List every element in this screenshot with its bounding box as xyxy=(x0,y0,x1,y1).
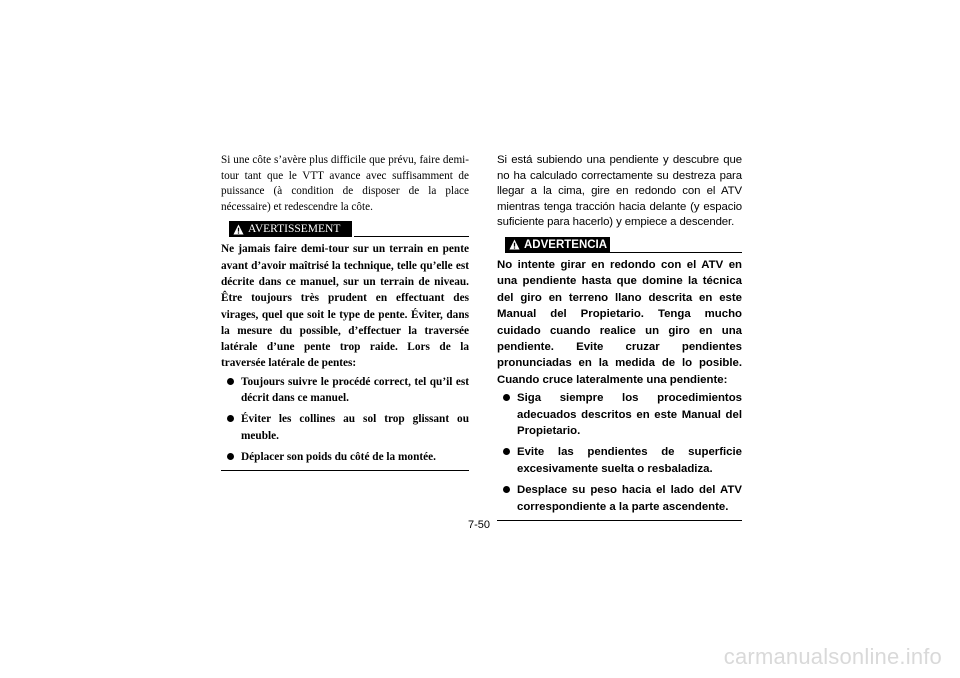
bullet-dot-icon xyxy=(503,394,510,401)
list-item: Desplace su peso hacia el lado del ATV correspondiente a la parte ascendente. xyxy=(497,482,742,515)
spanish-column xyxy=(497,153,742,521)
warning-triangle-icon xyxy=(509,239,520,250)
spanish-intro-paragraph: Si está subiendo una pendiente y descubre que no ha calculado correctamente su destreza para llegar a la cima, gire en redondo con el ATV mientras tenga tracción hacia delante (y espacio suficiente para hacerlo) y empiece a descender. xyxy=(497,154,742,229)
french-warning-end-rule xyxy=(221,470,469,471)
page-number: 7-50 xyxy=(468,519,491,531)
list-item: Déplacer son poids du côté de la montée. xyxy=(221,449,469,465)
french-bullet-list xyxy=(221,374,469,465)
bullet-dot-icon xyxy=(503,486,510,493)
spanish-bullet-list xyxy=(497,390,742,515)
spanish-warning-rule xyxy=(609,252,742,253)
french-warning-header xyxy=(221,221,469,237)
warning-triangle-icon xyxy=(233,224,244,235)
spanish-warning-label: ADVERTENCIA xyxy=(524,238,608,251)
watermark: carmanualsonline.info xyxy=(723,644,942,669)
bullet-dot-icon xyxy=(227,378,234,385)
spanish-warning-text: No intente girar en redondo con el ATV en una pendiente hasta que domine la técnica del giro en terreno llano descrita en este Manual del Propietario. Tenga mucho cuidado cuando realice un giro en una pendiente. Evite cruzar pendientes pronunciadas en la medida de lo posible. Cuando cruce lateralmente una pendiente: xyxy=(497,258,742,386)
spanish-warning-badge xyxy=(505,237,610,253)
french-warning-rule xyxy=(354,236,469,237)
spanish-warning-header xyxy=(497,237,742,253)
french-warning-label: AVERTISSEMENT xyxy=(248,223,341,236)
bullet-dot-icon xyxy=(227,415,234,422)
french-column xyxy=(221,153,469,471)
french-intro-paragraph: Si une côte s’avère plus difficile que prévu, faire demi-tour tant que le VTT avance avec suffisamment de puissance (à condition de disposer de la place nécessaire) et redescendre la côte. xyxy=(221,154,469,213)
french-warning-text: Ne jamais faire demi-tour sur un terrain en pente avant d’avoir maîtrisé la technique, telle qu’elle est décrite dans ce manuel, sur un terrain de niveau. Être toujours très prudent en effectuant des virages, quel que soit le type de pente. Éviter, dans la mesure du possible, d’effectuer la traversée latérale d’une pente trop raide. Lors de la traversée latérale de pentes: xyxy=(221,243,469,370)
list-item: Evite las pendientes de superficie excesivamente suelta o resbaladiza. xyxy=(497,444,742,477)
list-item: Toujours suivre le procédé correct, tel qu’il est décrit dans ce manuel. xyxy=(221,374,469,407)
list-item: Siga siempre los procedimientos adecuados descritos en este Manual del Propietario. xyxy=(497,390,742,439)
french-warning-badge xyxy=(229,221,352,237)
bullet-dot-icon xyxy=(503,448,510,455)
bullet-dot-icon xyxy=(227,453,234,460)
spanish-warning-end-rule xyxy=(497,520,742,521)
list-item: Éviter les collines au sol trop glissant ou meuble. xyxy=(221,411,469,444)
